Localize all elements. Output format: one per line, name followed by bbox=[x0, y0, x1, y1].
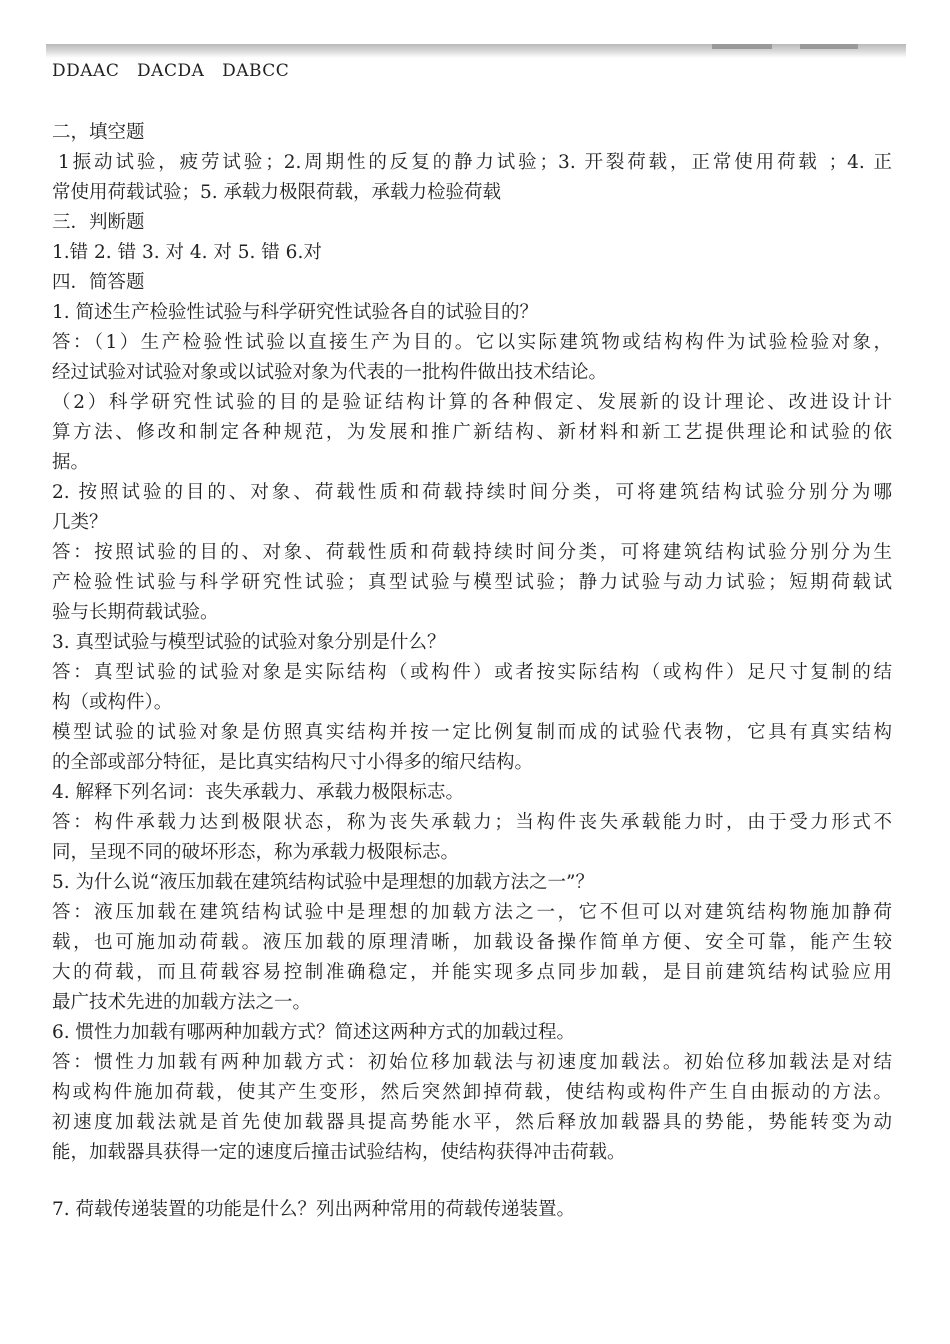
text-line: 构（或构件）。 bbox=[52, 692, 173, 713]
scan-fleck bbox=[800, 44, 858, 49]
text-line: 的全部或部分特征，是比真实结构尺寸小得多的缩尺结构。 bbox=[52, 752, 534, 773]
scan-fleck bbox=[712, 44, 772, 49]
answer-key-line: DDAAC DACDA DABCC bbox=[52, 61, 290, 81]
text-line: 1.错 2. 错 3. 对 4. 对 5. 错 6.对 bbox=[52, 242, 322, 263]
question-1: 1. 简述生产检验性试验与科学研究性试验各自的试验目的？ bbox=[52, 302, 539, 323]
text-line: 答：液压加载在建筑结构试验中是理想的加载方法之一，它不但可以对建筑结构物施加静荷 bbox=[52, 902, 892, 923]
question-6: 6. 惯性力加载有哪两种加载方式？简述这两种方式的加载过程。 bbox=[52, 1022, 576, 1043]
text-line: 答：真型试验的试验对象是实际结构（或构件）或者按实际结构（或构件）足尺寸复制的结 bbox=[52, 662, 892, 683]
text-line: 答：按照试验的目的、对象、荷载性质和荷载持续时间分类，可将建筑结构试验分别分为生 bbox=[52, 542, 892, 563]
text-line: 能，加载器具获得一定的速度后撞击试验结构，使结构获得冲击荷载。 bbox=[52, 1142, 626, 1163]
text-line: 模型试验的试验对象是仿照真实结构并按一定比例复制而成的试验代表物，它具有真实结构 bbox=[52, 722, 892, 743]
text-line: 答：（1）生产检验性试验以直接生产为目的。它以实际建筑物或结构构件为试验检验对象， bbox=[52, 332, 892, 353]
text-line: 初速度加载法就是首先使加载器具提高势能水平，然后释放加载器具的势能，势能转变为动 bbox=[52, 1112, 892, 1133]
text-line: 大的荷载，而且荷载容易控制准确稳定，并能实现多点同步加载，是目前建筑结构试验应用 bbox=[52, 962, 892, 983]
question-4: 4. 解释下列名词：丧失承载力、承载力极限标志。 bbox=[52, 782, 465, 803]
text-line: 产检验性试验与科学研究性试验；真型试验与模型试验；静力试验与动力试验；短期荷载试 bbox=[52, 572, 892, 593]
text-line: 经过试验对试验对象或以试验对象为代表的一批构件做出技术结论。 bbox=[52, 362, 608, 383]
text-line: 据。 bbox=[52, 452, 90, 473]
text-line: 答：构件承载力达到极限状态，称为丧失承载力；当构件丧失承载能力时，由于受力形式不 bbox=[52, 812, 892, 833]
text-line: 1振动试验，疲劳试验；2.周期性的反复的静力试验；3. 开裂荷载，正常使用荷载 ；4. 正 bbox=[58, 152, 892, 173]
section-heading-fill-in: 二，填空题 bbox=[52, 122, 145, 143]
text-line: 算方法、修改和制定各种规范，为发展和推广新结构、新材料和新工艺提供理论和试验的依 bbox=[52, 422, 892, 443]
section-heading-short-answer: 四．简答题 bbox=[52, 272, 145, 293]
text-line: 验与长期荷载试验。 bbox=[52, 602, 219, 623]
page-top-shadow bbox=[46, 44, 906, 58]
text-line: 几类？ bbox=[52, 512, 108, 533]
section-heading-true-false: 三．判断题 bbox=[52, 212, 145, 233]
text-line: 最广技术先进的加载方法之一。 bbox=[52, 992, 312, 1013]
text-line: 构或构件施加荷载，使其产生变形，然后突然卸掉荷载，使结构或构件产生自由振动的方法。 bbox=[52, 1082, 892, 1103]
text-line: 答：惯性力加载有两种加载方式：初始位移加载法与初速度加载法。初始位移加载法是对结 bbox=[52, 1052, 892, 1073]
text-line: 载，也可施加动荷载。液压加载的原理清晰，加载设备操作简单方便、安全可靠，能产生较 bbox=[52, 932, 892, 953]
question-7-partial: 7. 荷载传递装置的功能是什么？列出两种常用的荷载传递装置。 bbox=[52, 1199, 576, 1220]
question-5: 5. 为什么说“液压加载在建筑结构试验中是理想的加载方法之一”？ bbox=[52, 872, 594, 893]
document-body bbox=[52, 118, 892, 1168]
text-line: 常使用荷载试验；5. 承载力极限荷载，承载力检验荷载 bbox=[52, 182, 502, 203]
question-3: 3. 真型试验与模型试验的试验对象分别是什么？ bbox=[52, 632, 446, 653]
text-line: 同，呈现不同的破坏形态，称为承载力极限标志。 bbox=[52, 842, 460, 863]
truncated-question-7 bbox=[52, 1199, 892, 1225]
question-2: 2. 按照试验的目的、对象、荷载性质和荷载持续时间分类，可将建筑结构试验分别分为哪 bbox=[52, 482, 892, 503]
text-line: （2）科学研究性试验的目的是验证结构计算的各种假定、发展新的设计理论、改进设计计 bbox=[52, 392, 892, 413]
